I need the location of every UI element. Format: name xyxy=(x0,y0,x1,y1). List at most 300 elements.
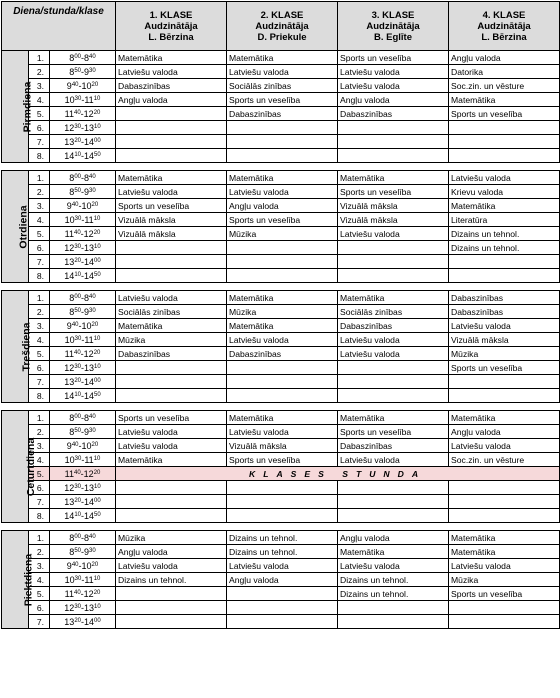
lesson-row xyxy=(2,185,560,199)
lesson-row xyxy=(2,107,560,121)
end-minute: 20 xyxy=(91,441,99,448)
lesson-time: $8^{50}-9^{30}$ xyxy=(50,425,116,439)
lesson-time: $11^{40}-12^{20}$ xyxy=(50,107,116,121)
end-hour: 8 xyxy=(84,172,90,183)
subject-cell: Mūzika xyxy=(116,333,227,347)
subject-cell: Latviešu valoda xyxy=(116,291,227,305)
end-minute: 20 xyxy=(91,201,99,208)
subject-cell: Sociālās zinības xyxy=(227,79,338,93)
end-hour: 13 xyxy=(84,482,95,493)
subject-cell: Mūzika xyxy=(449,573,560,587)
lesson-time: $12^{30}-13^{10}$ xyxy=(50,361,116,375)
subject-cell: Latviešu valoda xyxy=(449,559,560,573)
end-hour: 10 xyxy=(81,440,92,451)
start-hour: 10 xyxy=(64,214,75,225)
lesson-number: 5. xyxy=(29,347,50,361)
start-hour: 12 xyxy=(64,362,75,373)
lesson-number: 6. xyxy=(29,481,50,495)
end-minute: 20 xyxy=(91,81,99,88)
subject-cell xyxy=(227,587,338,601)
subject-cell xyxy=(116,135,227,149)
start-hour: 14 xyxy=(64,150,75,161)
subject-cell: Soc.zin. un vēsture xyxy=(449,79,560,93)
subject-cell xyxy=(227,601,338,615)
end-hour: 8 xyxy=(84,52,90,63)
start-hour: 10 xyxy=(64,574,75,585)
lesson-time: $10^{30}-11^{10}$ xyxy=(50,213,116,227)
lesson-time: $8^{50}-9^{30}$ xyxy=(50,65,116,79)
subject-cell: Sports un veselība xyxy=(449,107,560,121)
subject-cell: Latviešu valoda xyxy=(116,425,227,439)
lesson-row xyxy=(2,425,560,439)
start-hour: 14 xyxy=(64,510,75,521)
start-minute: 30 xyxy=(74,575,82,582)
subject-cell xyxy=(338,361,449,375)
end-hour: 9 xyxy=(84,186,90,197)
lesson-number: 5. xyxy=(29,227,50,241)
lesson-number: 2. xyxy=(29,425,50,439)
end-hour: 9 xyxy=(84,306,90,317)
lesson-number: 8. xyxy=(29,149,50,163)
start-hour: 13 xyxy=(64,256,75,267)
end-hour: 8 xyxy=(84,532,90,543)
separator-cell xyxy=(2,523,560,531)
subject-cell: Sports un veselība xyxy=(116,411,227,425)
subject-cell xyxy=(338,149,449,163)
subject-cell xyxy=(449,615,560,629)
subject-cell: Latviešu valoda xyxy=(338,347,449,361)
subject-cell: Vizuālā māksla xyxy=(338,199,449,213)
end-hour: 9 xyxy=(84,426,90,437)
class-teacher: D. Priekule xyxy=(257,31,307,43)
subject-cell xyxy=(338,135,449,149)
end-minute: 10 xyxy=(94,483,101,490)
subject-cell xyxy=(449,135,560,149)
start-minute: 40 xyxy=(73,469,81,476)
start-minute: 40 xyxy=(73,349,81,356)
lesson-row xyxy=(2,305,560,319)
subject-cell: Sports un veselība xyxy=(227,213,338,227)
lesson-number: 3. xyxy=(29,559,50,573)
start-minute: 10 xyxy=(74,511,81,518)
subject-cell xyxy=(116,241,227,255)
lesson-number: 4. xyxy=(29,213,50,227)
subject-cell xyxy=(338,389,449,403)
subject-cell xyxy=(116,587,227,601)
end-hour: 11 xyxy=(84,454,94,465)
start-hour: 8 xyxy=(69,412,75,423)
lesson-row xyxy=(2,615,560,629)
subject-cell: Dabaszinības xyxy=(227,107,338,121)
subject-cell xyxy=(116,495,227,509)
subject-cell xyxy=(116,107,227,121)
lesson-number: 7. xyxy=(29,375,50,389)
start-minute: 10 xyxy=(74,151,81,158)
start-minute: 30 xyxy=(74,95,82,102)
lesson-number: 3. xyxy=(29,319,50,333)
subject-cell xyxy=(116,361,227,375)
lesson-time: $13^{20}-14^{00}$ xyxy=(50,135,116,149)
start-hour: 9 xyxy=(66,440,72,451)
lesson-row xyxy=(2,509,560,523)
lesson-number: 4. xyxy=(29,453,50,467)
timetable xyxy=(1,1,560,629)
start-hour: 14 xyxy=(64,270,75,281)
end-minute: 40 xyxy=(89,533,96,540)
subject-cell xyxy=(227,481,338,495)
lesson-number: 1. xyxy=(29,51,50,65)
subject-cell xyxy=(227,495,338,509)
lesson-row xyxy=(2,333,560,347)
lesson-time: $8^{50}-9^{30}$ xyxy=(50,305,116,319)
subject-cell xyxy=(227,241,338,255)
lesson-row xyxy=(2,135,560,149)
end-minute: 10 xyxy=(94,123,101,130)
end-minute: 30 xyxy=(89,307,96,314)
start-hour: 8 xyxy=(69,52,75,63)
start-hour: 11 xyxy=(64,588,74,599)
start-hour: 8 xyxy=(69,66,75,77)
lesson-row xyxy=(2,347,560,361)
start-minute: 30 xyxy=(74,335,82,342)
start-minute: 40 xyxy=(71,201,79,208)
lesson-row xyxy=(2,587,560,601)
subject-cell: Angļu valoda xyxy=(227,573,338,587)
subject-cell: Angļu valoda xyxy=(116,93,227,107)
subject-cell: Sociālās zinības xyxy=(338,305,449,319)
lesson-time: $11^{40}-12^{20}$ xyxy=(50,347,116,361)
end-minute: 00 xyxy=(94,617,101,624)
class-teacher: L. Bērzina xyxy=(148,31,194,43)
subject-cell xyxy=(338,241,449,255)
end-hour: 9 xyxy=(84,546,90,557)
end-hour: 11 xyxy=(84,214,94,225)
subject-cell: Sociālās zinības xyxy=(116,305,227,319)
class-teacher: B. Eglīte xyxy=(374,31,413,43)
lesson-time: $9^{40}-10^{20}$ xyxy=(50,439,116,453)
subject-cell: Vizuālā māksla xyxy=(449,333,560,347)
subject-cell: Latviešu valoda xyxy=(116,559,227,573)
start-hour: 12 xyxy=(64,482,75,493)
lesson-row xyxy=(2,361,560,375)
separator-cell xyxy=(2,283,560,291)
timetable-body xyxy=(2,51,560,629)
lesson-time: $14^{10}-14^{50}$ xyxy=(50,149,116,163)
start-hour: 10 xyxy=(64,334,75,345)
subject-cell: Latviešu valoda xyxy=(338,227,449,241)
end-hour: 10 xyxy=(81,560,92,571)
start-minute: 40 xyxy=(71,561,79,568)
subject-cell xyxy=(116,375,227,389)
day-separator xyxy=(2,523,560,531)
subject-cell: Dizains un tehnol. xyxy=(116,573,227,587)
subject-cell xyxy=(449,255,560,269)
subject-cell: Matemātika xyxy=(227,51,338,65)
lesson-time: $9^{40}-10^{20}$ xyxy=(50,559,116,573)
start-minute: 30 xyxy=(74,123,81,130)
subject-cell: Matemātika xyxy=(449,199,560,213)
lesson-number: 6. xyxy=(29,241,50,255)
lesson-time: $8^{50}-9^{30}$ xyxy=(50,545,116,559)
end-minute: 40 xyxy=(89,413,96,420)
lesson-row xyxy=(2,467,560,481)
end-hour: 13 xyxy=(84,242,95,253)
subject-cell: Latviešu valoda xyxy=(227,333,338,347)
end-hour: 13 xyxy=(84,362,95,373)
start-hour: 10 xyxy=(64,454,75,465)
subject-cell: Vizuālā māksla xyxy=(338,213,449,227)
end-minute: 20 xyxy=(93,229,101,236)
end-hour: 11 xyxy=(84,94,94,105)
lesson-time: $8^{00}-8^{40}$ xyxy=(50,411,116,425)
end-minute: 10 xyxy=(93,575,101,582)
subject-cell: Literatūra xyxy=(449,213,560,227)
subject-cell: Sports un veselība xyxy=(449,361,560,375)
separator-cell xyxy=(2,403,560,411)
end-minute: 10 xyxy=(94,363,101,370)
subject-cell: Angļu valoda xyxy=(227,199,338,213)
end-minute: 40 xyxy=(89,293,96,300)
class-2-header xyxy=(227,2,338,51)
subject-cell: Latviešu valoda xyxy=(449,439,560,453)
lesson-row xyxy=(2,601,560,615)
end-minute: 10 xyxy=(93,215,101,222)
class-teacher: L. Bērzina xyxy=(481,31,527,43)
lesson-row xyxy=(2,79,560,93)
start-hour: 8 xyxy=(69,186,75,197)
subject-cell: Matemātika xyxy=(227,319,338,333)
start-hour: 14 xyxy=(64,390,75,401)
lesson-row xyxy=(2,319,560,333)
lesson-number: 4. xyxy=(29,333,50,347)
start-hour: 13 xyxy=(64,376,75,387)
subject-cell: Soc.zin. un vēsture xyxy=(449,453,560,467)
day-separator xyxy=(2,403,560,411)
subject-cell: Latviešu valoda xyxy=(227,559,338,573)
lesson-row xyxy=(2,93,560,107)
end-hour: 14 xyxy=(84,510,95,521)
lesson-number: 3. xyxy=(29,79,50,93)
subject-cell: Matemātika xyxy=(449,545,560,559)
lesson-time: $9^{40}-10^{20}$ xyxy=(50,319,116,333)
subject-cell: Mūzika xyxy=(227,227,338,241)
lesson-number: 6. xyxy=(29,121,50,135)
start-minute: 50 xyxy=(74,187,81,194)
day-label: Trešdiena xyxy=(20,321,33,372)
subject-cell xyxy=(116,615,227,629)
separator-cell xyxy=(2,163,560,171)
subject-cell xyxy=(449,481,560,495)
subject-cell: Matemātika xyxy=(116,453,227,467)
end-minute: 20 xyxy=(93,349,101,356)
start-minute: 00 xyxy=(74,293,81,300)
subject-cell: Latviešu valoda xyxy=(338,559,449,573)
subject-cell xyxy=(338,615,449,629)
subject-cell: Latviešu valoda xyxy=(338,79,449,93)
lesson-number: 7. xyxy=(29,135,50,149)
subject-cell: Dabaszinības xyxy=(227,347,338,361)
subject-cell: Latviešu valoda xyxy=(449,171,560,185)
subject-cell xyxy=(116,121,227,135)
subject-cell: Latviešu valoda xyxy=(449,319,560,333)
start-minute: 30 xyxy=(74,243,81,250)
end-minute: 30 xyxy=(89,547,96,554)
subject-cell: Latviešu valoda xyxy=(338,65,449,79)
lesson-number: 8. xyxy=(29,389,50,403)
subject-cell: Krievu valoda xyxy=(449,185,560,199)
lesson-row xyxy=(2,199,560,213)
start-minute: 50 xyxy=(74,427,81,434)
subject-cell: Matemātika xyxy=(338,545,449,559)
subject-cell: Matemātika xyxy=(338,411,449,425)
subject-cell xyxy=(449,601,560,615)
subject-cell xyxy=(338,375,449,389)
start-minute: 20 xyxy=(74,257,81,264)
start-hour: 9 xyxy=(66,200,72,211)
day-cell xyxy=(2,531,35,629)
subject-cell xyxy=(227,615,338,629)
subject-cell: Dabaszinības xyxy=(449,291,560,305)
subject-cell: Dizains un tehnol. xyxy=(338,587,449,601)
lesson-row xyxy=(2,481,560,495)
lesson-time: $14^{10}-14^{50}$ xyxy=(50,389,116,403)
end-hour: 13 xyxy=(84,122,95,133)
start-minute: 10 xyxy=(74,271,81,278)
lesson-row xyxy=(2,411,560,425)
start-hour: 13 xyxy=(64,496,75,507)
day-cell xyxy=(2,411,38,523)
lesson-number: 7. xyxy=(29,255,50,269)
lesson-number: 1. xyxy=(29,291,50,305)
lesson-time: $9^{40}-10^{20}$ xyxy=(50,79,116,93)
subject-cell xyxy=(227,135,338,149)
class-title: 3. KLASE xyxy=(371,9,415,21)
end-hour: 14 xyxy=(84,496,95,507)
lesson-number: 8. xyxy=(29,509,50,523)
subject-cell xyxy=(116,269,227,283)
start-minute: 00 xyxy=(74,533,81,540)
lesson-number: 2. xyxy=(29,305,50,319)
subject-cell: Sports un veselība xyxy=(227,93,338,107)
subject-cell: Latviešu valoda xyxy=(116,439,227,453)
day-separator xyxy=(2,283,560,291)
start-minute: 20 xyxy=(74,137,81,144)
start-minute: 40 xyxy=(71,321,79,328)
subject-cell xyxy=(449,375,560,389)
end-minute: 00 xyxy=(94,377,101,384)
subject-cell: Matemātika xyxy=(116,171,227,185)
start-hour: 13 xyxy=(64,136,75,147)
subject-cell xyxy=(227,375,338,389)
end-hour: 14 xyxy=(84,150,95,161)
subject-cell: Sports un veselība xyxy=(338,425,449,439)
start-minute: 00 xyxy=(74,53,81,60)
subject-cell: Mūzika xyxy=(116,531,227,545)
end-minute: 10 xyxy=(94,243,101,250)
end-minute: 30 xyxy=(89,187,96,194)
lesson-row xyxy=(2,439,560,453)
subject-cell: Dizains un tehnol. xyxy=(449,227,560,241)
subject-cell xyxy=(227,255,338,269)
subject-cell xyxy=(449,495,560,509)
lesson-number: 7. xyxy=(29,495,50,509)
class-title: 1. KLASE xyxy=(149,9,193,21)
lesson-row xyxy=(2,171,560,185)
lesson-row xyxy=(2,241,560,255)
end-hour: 10 xyxy=(81,320,92,331)
start-hour: 13 xyxy=(64,616,75,627)
lesson-row xyxy=(2,51,560,65)
start-hour: 10 xyxy=(64,94,75,105)
subject-cell xyxy=(338,495,449,509)
lesson-number: 7. xyxy=(29,615,50,629)
lesson-row xyxy=(2,375,560,389)
start-hour: 8 xyxy=(69,172,75,183)
end-minute: 40 xyxy=(89,173,96,180)
subject-cell xyxy=(116,255,227,269)
lesson-number: 5. xyxy=(29,107,50,121)
class-role: Audzinātāja xyxy=(255,20,309,32)
subject-cell xyxy=(449,389,560,403)
end-hour: 14 xyxy=(84,270,95,281)
start-hour: 12 xyxy=(64,242,75,253)
lesson-time: $8^{00}-8^{40}$ xyxy=(50,51,116,65)
start-minute: 30 xyxy=(74,483,81,490)
subject-cell: Matemātika xyxy=(449,411,560,425)
subject-cell: Angļu valoda xyxy=(449,51,560,65)
lesson-time: $12^{30}-13^{10}$ xyxy=(50,481,116,495)
subject-cell: Vizuālā māksla xyxy=(116,213,227,227)
subject-cell: Mūzika xyxy=(227,305,338,319)
lesson-row xyxy=(2,213,560,227)
end-hour: 11 xyxy=(84,574,94,585)
day-label: Ceturtdiena xyxy=(25,437,38,496)
subject-cell xyxy=(449,269,560,283)
day-cell xyxy=(2,171,29,283)
lesson-number: 1. xyxy=(29,531,50,545)
end-hour: 14 xyxy=(84,616,95,627)
lesson-row xyxy=(2,573,560,587)
subject-cell xyxy=(116,389,227,403)
start-minute: 50 xyxy=(74,67,81,74)
end-hour: 14 xyxy=(84,256,95,267)
start-minute: 40 xyxy=(73,229,81,236)
end-hour: 8 xyxy=(84,292,90,303)
subject-cell xyxy=(116,509,227,523)
start-minute: 40 xyxy=(73,109,81,116)
start-hour: 8 xyxy=(69,532,75,543)
end-hour: 8 xyxy=(84,412,90,423)
end-minute: 00 xyxy=(94,257,101,264)
lesson-row xyxy=(2,453,560,467)
subject-cell: Dizains un tehnol. xyxy=(227,531,338,545)
subject-cell: Dabaszinības xyxy=(116,79,227,93)
class-role: Audzinātāja xyxy=(477,20,531,32)
lesson-number: 5. xyxy=(29,467,50,481)
lesson-time: $13^{20}-14^{00}$ xyxy=(50,495,116,509)
lesson-row xyxy=(2,559,560,573)
subject-cell: Latviešu valoda xyxy=(338,453,449,467)
day-label: Pirmdiena xyxy=(21,81,34,132)
lesson-time: $9^{40}-10^{20}$ xyxy=(50,199,116,213)
lesson-row xyxy=(2,269,560,283)
subject-cell: Latviešu valoda xyxy=(338,333,449,347)
start-hour: 9 xyxy=(66,560,72,571)
lesson-number: 5. xyxy=(29,587,50,601)
subject-cell: Sports un veselība xyxy=(116,199,227,213)
subject-cell: Matemātika xyxy=(227,171,338,185)
start-minute: 20 xyxy=(74,377,81,384)
